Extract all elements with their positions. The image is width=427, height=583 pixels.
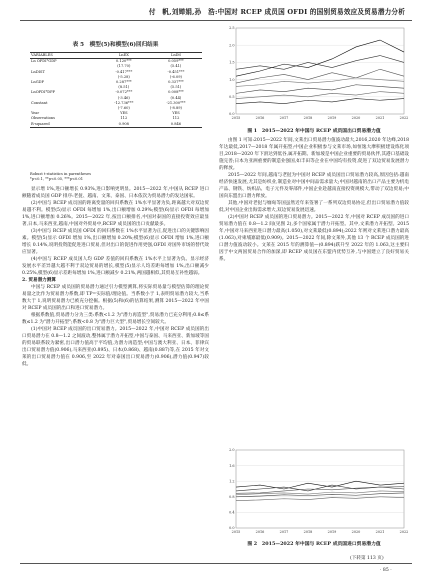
table-cell: LnOFDI*DPP (31, 90, 55, 95)
table-cell: Year (31, 111, 40, 116)
table-note-2: *p<0.1, **p<0.05, ***p<0.01 (30, 177, 84, 181)
series-line (236, 78, 404, 87)
x-tick-label: 2021 (375, 530, 385, 534)
paragraph: (1)中国对 RCEP 成员国的出口贸易潜力。2015—2022 年,中国对 RCEP 成员国的出口贸易潜力在 0.8—1.2 之间波动,整体属于潜力开拓型,中国与泰国、马来西亚、新加坡等国的贸易联系较为紧密,出口潜力值高于平均值,为潜力再造型;中国与澳大利亚、日本、菲律宾出口贸易潜力值(0.906),马来西亚(0.895)、日本(0.868)、越南(0.887)等,在 2015 年对文莱的出口贸易潜力值在 0.906,至 2022 年对泰国出口贸易潜力(0.906),潜力值(0.947)较低。 (22, 327, 209, 367)
table-cell: (5.41) (170, 64, 182, 69)
paragraph: 由图 1 可知:2015—2022 年间,文莱出口贸易潜力值波动最大,2016,2020 年达峰,2018 年达最低,2017—2018 年属开拓型;中国企业积极参与文莱市场,如恒逸大摩积极建设炼化项目,2018—2020 年下滑达到低谷,属开拓期。新加坡是中国企业重要的贸易伙伴,其港口基础设施完善;日本为亚洲重要的制造业强国,如丰田等企业在中国均有投资,促进了双边贸易发展潜力的释放。 (219, 138, 410, 171)
table-cell: R-squared (30, 122, 98, 128)
table-cell: (-7.60) (117, 106, 130, 111)
table-cell: (8.51) (118, 85, 130, 90)
x-tick-label: 2020 (351, 116, 361, 120)
x-tick-label: 2016 (255, 530, 265, 534)
x-tick-label: 2015 (231, 530, 241, 534)
paragraph: 根据系数值,贸易潜力分为三类:系数<1.2 为"潜力再造型",贸易潜力已充分利用;0.8≤系数≤1.2 为"潜力开拓型";系数<0.8 为"潜力巨大型",贸易增长空间较大。 (22, 313, 209, 325)
y-tick-label: 0.0 (229, 112, 235, 117)
paragraph: (4)中国与 RCEP 成员国人均 GDP 差值的回归系数在 1%水平上显著为负。显示经济发展水平差异越大越不利于双边贸易的增长,模型(5)显示人均差距每增加 1%,出口额减少 0.25%,模型(6)显示差距每增加 1%,进口额减少 0.21%,两国越相似,其贸易互补性越弱。 (22, 257, 209, 276)
table-cell: (-3.46) (117, 95, 130, 100)
left-text (22, 186, 209, 368)
table-cell: -0.451*** (167, 69, 185, 74)
y-tick-label: 1.5 (229, 60, 235, 65)
table-cell: 112 (172, 116, 180, 121)
x-tick-label: 2022 (399, 530, 408, 534)
series-line (236, 99, 404, 104)
y-tick-label: 0.5 (229, 95, 235, 99)
table-cell: LnEX (98, 53, 150, 59)
paragraph: 显示增 1%,进口额增长 0.93%,进口影响更明显。2015—2022 年,中国从 RCEP 进口额随着成员国 GDP 排序:老挝、越南、文莱、泰国、日本依次为贸易潜力的发达国家。 (22, 187, 209, 199)
x-tick-label: 2019 (327, 530, 337, 534)
x-tick-label: 2021 (375, 116, 385, 120)
import-potential-chart (222, 446, 408, 538)
table-cell: LnIM (150, 53, 202, 59)
x-tick-label: 2017 (279, 530, 289, 534)
table-title: 表 5 模型(5)和模型(6)回归结果 (72, 42, 159, 48)
continued-note: (下转第 113 页) (350, 556, 384, 561)
table-cell: -0.417*** (115, 69, 133, 74)
table-note (30, 172, 91, 182)
x-tick-label: 2015 (231, 116, 241, 120)
table-cell: 0.908 (98, 122, 150, 128)
y-tick-label: 2.0 (229, 43, 235, 48)
table-cell: Constant (31, 100, 48, 105)
table-note-1: Robust t-statistics in parentheses (30, 172, 91, 176)
table-cell: 112 (120, 116, 128, 121)
table-cell: (-8.89) (169, 106, 182, 111)
table-cell: (0.44) (170, 95, 182, 100)
table-cell: 0.337*** (168, 80, 184, 85)
header-rule (20, 20, 412, 21)
paragraph: 其他,中国对老挝与缅甸等国虽然近年来签署了一系列双边贸易协定,但出口贸易潜力值较低,对中国企业出海需求增大,双边贸易发展迅速。 (219, 201, 409, 213)
x-tick-label: 2017 (279, 116, 289, 120)
table-cell: -21.300*** (166, 100, 186, 105)
paragraph: 2015—2022 年间,越南与老挝为中国对 RCEP 成员国出口贸易潜力较高,原因包括:越南经济快速发展,尤其是纺织业,制造业对中国中间品需求量大;中国对越南的出口产品主要为机电产品、钢铁、纺织品、电子元件及零部件,中国企业赴越南直接投资规模大,带动了双边贸易;中国向东盟出口潜力释放。 (219, 173, 409, 199)
table-cell: (17.70) (117, 64, 131, 69)
figure-2-caption: 图 2 2015—2022 年中国与 RCEP 成员国进口贸易潜力值 (247, 541, 381, 547)
table-cell: 0.059*** (168, 59, 184, 64)
table-cell: -0.072*** (115, 90, 133, 95)
y-tick-label: 2.5 (229, 26, 235, 31)
y-tick-label: 0.0 (229, 526, 235, 531)
paragraph: (3)中国与 RCEP 成员国 OFDI 的回归系数在 1%水平显著为正,促进出口的关键影响因素。模型(5)显示 OFDI 增加 1%,出口额增加 0.20%;模型(6)显示 OFDI 增加 1%,进口额增长 0.14%,说明投资能促进进口贸易,但对出口的促进作用更强,OFDI 对国外市场的替代效应显著。 (22, 229, 209, 255)
x-tick-label: 2019 (327, 116, 337, 120)
right-text (219, 137, 409, 263)
series-line (236, 497, 404, 501)
section-title: 2. 贸易潜力测算 (22, 278, 56, 283)
table-cell: Ln OFDI*GDP (31, 59, 57, 64)
table-cell: (5.51) (170, 85, 182, 90)
series-line (236, 487, 404, 494)
table-cell: 0.008*** (168, 90, 184, 95)
paragraph: (2)中国与 RCEP 成员国的距离变量的回归系数在 1%水平显著为负,距离越大对双边贸易越不利。模型(5)显示 OFDI 每增加 1%,出口额增加 0.29%;模型(6)显示 OFDI 每增加 1%,进口额增加 0.26%。2015—2022 年,按出口额排名,中国对泰国的直接投资效应最显著,日本,马来西亚,越南,中国对外贸易中,RCEP 成员国的出口贡献最多。 (22, 201, 209, 227)
series-line (236, 40, 404, 76)
x-tick-label: 2018 (303, 530, 313, 534)
table-cell: 0.120*** (115, 59, 132, 64)
y-tick-label: 1.6 (229, 463, 235, 468)
y-tick-label: 1.2 (229, 479, 235, 484)
table-cell: (-5.28) (117, 74, 130, 79)
table-cell: YES (172, 111, 180, 116)
y-tick-label: 2.0 (229, 448, 235, 453)
table-cell: VARIABLES (30, 53, 98, 59)
table-cell: 0.846 (150, 122, 202, 128)
series-line (236, 69, 404, 83)
footer-rule (20, 563, 412, 564)
table-cell: -12.736*** (114, 100, 134, 105)
table-cell: LnDIST (31, 69, 45, 74)
page-number: · 85 · (380, 568, 392, 573)
table-cell: (-6.09) (169, 74, 182, 79)
table-cell: 0.287*** (115, 80, 132, 85)
table-cell: YES (120, 111, 128, 116)
running-title: 付 帆,刘婵娟,孙 浩:中国对 RCEP 成员国 OFDI 的国别贸易效应及贸易潜力分析 (148, 8, 405, 16)
y-tick-label: 1.0 (229, 77, 235, 82)
paragraph: (2)中国对 RCEP 成员国的进口贸易潜力。2015—2022 年,中国对 RCEP 成员国的进口贸易潜力值在 0.8—1.2 间(见图 2),多个国家属于潜力开拓型。其中,文莱潜力开拓型。2015 年,中国对马来西亚进口潜力最高(1.050),对文莱最低(0.894);2022 年则对文莱进口潜力最高(1.063),对柬埔寨最低(0.909)。2015—2022 年间,除文莱外,其他 13 个 RCEP 成员国的进口潜力值波动较小。文莱在 2015 年的测算值—(0.894)跃升至 2022 年的 1.063,这主要归因于中文两国贸易合作的加深,即 RCEP 成员国在东盟内优势互补,与中国建立了良好贸易关系。 (219, 215, 409, 262)
y-tick-label: 0.8 (229, 495, 235, 499)
table-cell: Observations (31, 116, 56, 121)
x-tick-label: 2022 (399, 116, 408, 120)
x-tick-label: 2016 (255, 116, 265, 120)
figure-1-caption: 图 1 2015—2022 年中国与 RCEP 成员国出口贸易潜力值 (247, 128, 381, 134)
x-tick-label: 2018 (303, 116, 313, 120)
table-cell: LnGDP (31, 80, 44, 85)
y-tick-label: 0.4 (229, 510, 235, 515)
table-row (30, 122, 202, 128)
series-line (236, 92, 404, 99)
running-header (0, 4, 427, 18)
series-line (236, 485, 404, 491)
paragraph: 中国与 RCEP 成员国的贸易潜力通过引力模型测算,将实际贸易量与模型估算的理论贸易量之比作为贸易潜力系数,即 TP=实际值/理论值。当系数小于 1,表明贸易潜力较大,当系数大于 1,说明贸易潜力已被充分挖掘。根据(5)和(6)的估算结果,测算 2015—2022 年中国对 RCEP 成员国的出口和进口贸易潜力。 (22, 285, 209, 311)
export-potential-chart (222, 24, 408, 124)
regression-table (30, 52, 202, 128)
x-tick-label: 2020 (351, 530, 361, 534)
